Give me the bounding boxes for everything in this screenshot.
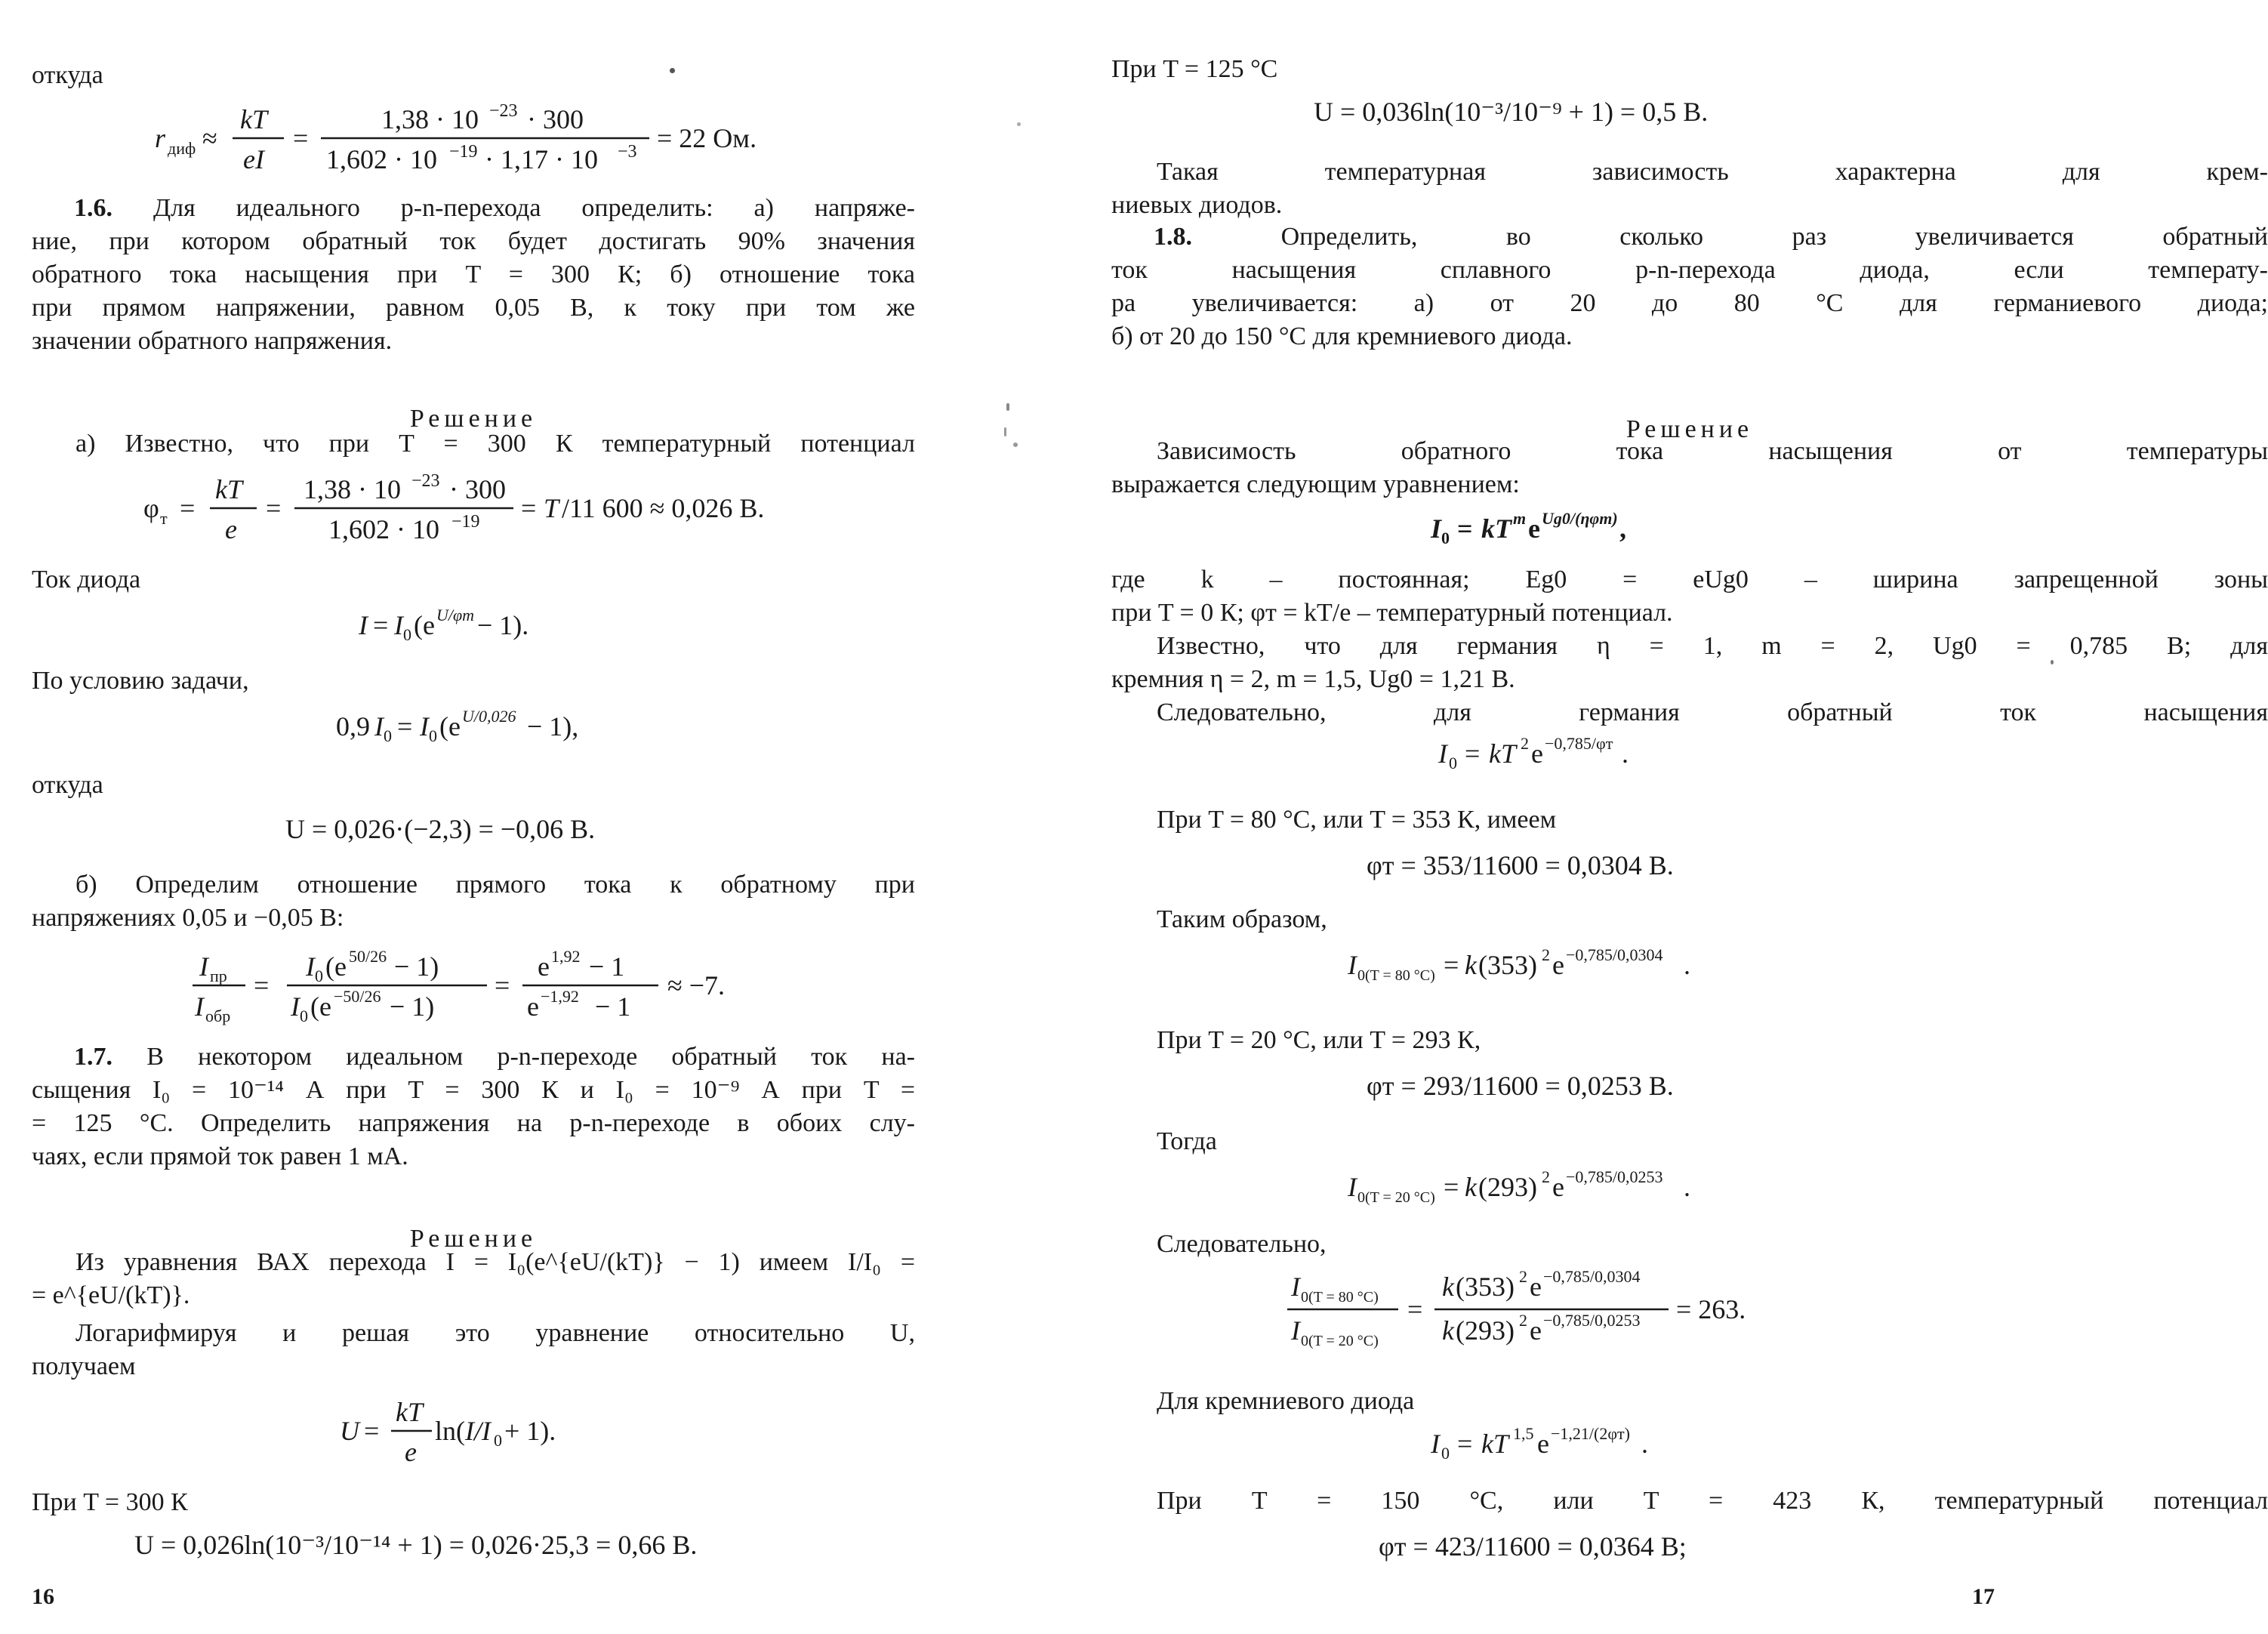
svg-text:kT: kT — [1481, 513, 1511, 544]
svg-text:диф: диф — [168, 139, 196, 158]
svg-text:I: I — [291, 991, 300, 1022]
text-b1: б) Определим отношение прямого тока к обратному при — [75, 871, 915, 899]
p18-line4: б) от 20 до 150 °С для кремниевого диода. — [1111, 322, 1573, 350]
svg-text:I: I — [394, 610, 403, 640]
equation-diode-current — [355, 601, 596, 646]
svg-text:0(T = 80 °C): 0(T = 80 °C) — [1301, 1289, 1379, 1306]
svg-text:e: e — [1531, 738, 1543, 769]
svg-text:0: 0 — [1441, 529, 1450, 547]
page-number-right: 17 — [1972, 1584, 1995, 1609]
scan-speck — [670, 68, 675, 73]
svg-text:= 22 Ом.: = 22 Ом. — [657, 123, 757, 153]
text-vax-2: = e^{eU/(kT)}. — [32, 1281, 190, 1309]
svg-text:Ug0/(ηφт): Ug0/(ηφт) — [1542, 509, 1618, 528]
p16-number: 1.6. — [74, 194, 112, 222]
svg-text:0: 0 — [429, 726, 437, 745]
svg-text:≈: ≈ — [202, 123, 217, 153]
svg-text:I: I — [199, 951, 208, 982]
svg-text:(e: (e — [310, 991, 331, 1022]
svg-text:=: = — [495, 970, 510, 1000]
svg-text:.: . — [1684, 1172, 1690, 1202]
svg-text:− 1: − 1 — [595, 991, 631, 1022]
scan-speck — [1004, 427, 1006, 436]
svg-text:=: = — [1465, 738, 1481, 769]
svg-text:=: = — [1444, 1172, 1459, 1202]
svg-text:−23: −23 — [411, 471, 440, 491]
svg-text:1,38 · 10: 1,38 · 10 — [381, 104, 479, 134]
svg-text:−0,785/0,0253: −0,785/0,0253 — [1566, 1167, 1663, 1186]
svg-text:0: 0 — [494, 1431, 502, 1450]
equation-09 — [332, 702, 634, 748]
equation-phi80: φт = 353/11600 = 0,0304 В. — [1367, 850, 1674, 880]
svg-text:(293): (293) — [1478, 1172, 1537, 1202]
svg-text:(353): (353) — [1478, 950, 1537, 980]
text-otkuda: откуда — [32, 61, 103, 89]
equation-u-ln — [332, 1389, 649, 1472]
scan-speck — [1006, 403, 1009, 411]
svg-text:−1,21/(2φт): −1,21/(2φт) — [1551, 1424, 1630, 1443]
svg-text:=: = — [1407, 1294, 1423, 1324]
text-k1: Известно, что для германия η = 1, m = 2, Ug0 = 0,785 В; для — [1157, 632, 2268, 660]
p18-number: 1.8. — [1154, 223, 1192, 251]
svg-text:т: т — [160, 509, 168, 528]
svg-text:=: = — [1457, 1429, 1473, 1459]
heading-solution-3: Решение — [1626, 415, 1754, 443]
svg-text:1,5: 1,5 — [1513, 1424, 1534, 1443]
svg-text:пр: пр — [210, 967, 227, 985]
equation-09-svg — [332, 702, 634, 748]
svg-text:− 1: − 1 — [589, 951, 625, 982]
text-togda: Тогда — [1157, 1127, 1217, 1155]
svg-text:−3: −3 — [618, 142, 637, 162]
text-vax-1: Из уравнения ВАХ перехода I = I₀(e^{eU/(kT)} − 1) имеем I/I₀ = — [75, 1248, 915, 1276]
svg-text:0: 0 — [300, 1007, 308, 1025]
svg-text:m: m — [1513, 509, 1527, 528]
svg-text:I: I — [195, 991, 204, 1022]
svg-text:0: 0 — [315, 967, 323, 985]
svg-text:ln(: ln( — [435, 1416, 465, 1446]
svg-text:−23: −23 — [489, 101, 518, 121]
svg-text:φ: φ — [143, 493, 159, 523]
svg-text:I: I — [1431, 1429, 1440, 1459]
svg-text:−19: −19 — [449, 142, 478, 162]
svg-text:k: k — [1465, 950, 1477, 980]
equation-ratio-ge — [1283, 1262, 1827, 1353]
svg-text:kT: kT — [1489, 738, 1516, 769]
text-sled2: Следовательно, — [1157, 1230, 1327, 1258]
svg-text:−19: −19 — [451, 512, 480, 532]
text-z1: Зависимость обратного тока насыщения от температуры — [1157, 437, 2268, 465]
equation-u125: U = 0,036ln(10⁻³/10⁻⁹ + 1) = 0,5 В. — [1314, 97, 1709, 127]
svg-text:e: e — [1528, 513, 1540, 544]
svg-text:U/0,026: U/0,026 — [462, 707, 516, 726]
text-b2: напряжениях 0,05 и −0,05 В: — [32, 904, 344, 932]
svg-text:eI: eI — [243, 144, 264, 174]
text-z2: выражается следующим уравнением: — [1111, 470, 1520, 498]
svg-text:0: 0 — [384, 726, 392, 745]
svg-text:· 300: · 300 — [449, 474, 506, 504]
page-17 — [1027, 0, 2268, 1634]
equation-si — [1427, 1420, 1744, 1465]
text-log-1: Логарифмируя и решая это уравнение относительно U, — [75, 1319, 915, 1347]
svg-text:−0,785/0,0304: −0,785/0,0304 — [1566, 945, 1663, 964]
equation-u-result: U = 0,026·(−2,3) = −0,06 В. — [285, 814, 596, 844]
svg-text:2: 2 — [1542, 1167, 1550, 1186]
svg-text:· 1,17 · 10: · 1,17 · 10 — [485, 144, 598, 174]
svg-text:обр: обр — [205, 1007, 231, 1025]
svg-text:e: e — [538, 951, 550, 982]
svg-text:(e: (e — [414, 610, 435, 640]
svg-text:e: e — [405, 1437, 417, 1467]
svg-text:1,92: 1,92 — [551, 947, 581, 966]
svg-text:2: 2 — [1542, 945, 1550, 964]
svg-text:k: k — [1442, 1272, 1454, 1302]
svg-text:=: = — [521, 493, 537, 523]
p16-line1 — [32, 192, 915, 225]
text-t80: При T = 80 °С, или T = 353 К, имеем — [1157, 806, 1557, 834]
svg-text:0(T = 20 °C): 0(T = 20 °C) — [1301, 1333, 1379, 1349]
svg-text:kT: kT — [215, 474, 242, 504]
equation-ge — [1434, 729, 1721, 775]
equation-rdiff — [151, 97, 830, 180]
p17-line1 — [32, 1041, 915, 1074]
equation-u300: U = 0,026ln(10⁻³/10⁻¹⁴ + 1) = 0,026·25,3 = 0,66 В. — [134, 1530, 698, 1560]
scan-speck — [1017, 122, 1021, 126]
svg-text:0: 0 — [1441, 1444, 1450, 1463]
svg-text:+ 1).: + 1). — [504, 1416, 556, 1446]
p17-line4: чаях, если прямой ток равен 1 мА. — [32, 1142, 408, 1170]
p17-line1-text: В некотором идеальном p-n-переходе обратный ток на- — [146, 1043, 916, 1071]
svg-text:,: , — [1619, 513, 1626, 544]
svg-text:=: = — [1444, 950, 1459, 980]
svg-text:1,602 · 10: 1,602 · 10 — [326, 144, 437, 174]
svg-text:e: e — [1530, 1315, 1542, 1346]
svg-text:0: 0 — [1449, 754, 1457, 772]
svg-text:k: k — [1465, 1172, 1477, 1202]
svg-text:.: . — [1684, 950, 1690, 980]
equation-ge-svg — [1434, 729, 1721, 775]
equation-i0-general-svg — [1427, 504, 1729, 550]
p16-line4: при прямом напряжении, равном 0,05 В, к току при том же — [32, 294, 915, 322]
svg-text:kT: kT — [240, 104, 267, 134]
svg-text:−50/26: −50/26 — [334, 987, 381, 1006]
equation-i20 — [1344, 1163, 1767, 1208]
svg-text:−0,785/0,0253: −0,785/0,0253 — [1543, 1311, 1641, 1330]
svg-text:−1,92: −1,92 — [541, 987, 579, 1006]
text-tok-dioda: Ток диода — [32, 566, 141, 593]
text-si: Для кремниевого диода — [1157, 1387, 1415, 1415]
svg-text:I: I — [1438, 738, 1447, 769]
p18-line3: ра увеличивается: а) от 20 до 80 °С для германиевого диода; — [1111, 289, 2268, 317]
svg-text:I/I: I/I — [465, 1416, 491, 1446]
svg-text:T: T — [544, 493, 559, 523]
text-t300: При T = 300 К — [32, 1488, 188, 1516]
equation-i80 — [1344, 941, 1767, 986]
svg-text:I: I — [1431, 513, 1442, 544]
text-a1: а) Известно, что при T = 300 К температурный потенциал — [75, 430, 915, 458]
scan-speck — [1013, 442, 1018, 447]
svg-text:= 263.: = 263. — [1676, 1294, 1746, 1324]
svg-text:.: . — [1622, 738, 1629, 769]
svg-text:(e: (e — [325, 951, 347, 982]
page-number-left: 16 — [32, 1584, 54, 1609]
svg-text:−0,785/φт: −0,785/φт — [1545, 734, 1613, 753]
svg-text:kT: kT — [1481, 1429, 1508, 1459]
page-16 — [0, 0, 1027, 1634]
equation-si-svg — [1427, 1420, 1744, 1465]
p16-line2: ние, при котором обратный ток будет достигать 90% значения — [32, 227, 915, 255]
p18-line1-text: Определить, во сколько раз увеличивается обратный — [1280, 223, 2268, 251]
text-t125: При T = 125 °С — [1111, 55, 1278, 83]
p17-line2: сыщения I₀ = 10⁻¹⁴ А при T = 300 К и I₀ = 10⁻⁹ А при T = — [32, 1076, 915, 1104]
equation-ratio-svg — [189, 944, 793, 1027]
p16-line3: обратного тока насыщения при T = 300 К; б) отношение тока — [32, 261, 915, 288]
equation-i80-svg — [1344, 941, 1767, 986]
p18-line1 — [1111, 220, 2268, 254]
svg-text:≈ −7.: ≈ −7. — [667, 970, 726, 1000]
svg-text:/11 600 ≈ 0,026 В.: /11 600 ≈ 0,026 В. — [562, 493, 765, 523]
svg-text:I: I — [1291, 1272, 1300, 1302]
svg-text:r: r — [155, 123, 166, 153]
scan-speck — [2051, 660, 2054, 664]
p18-line2: ток насыщения сплавного p-n-перехода диода, если температу- — [1111, 256, 2268, 284]
svg-text:(293): (293) — [1456, 1315, 1515, 1346]
svg-text:k: k — [1442, 1315, 1454, 1346]
svg-text:2: 2 — [1521, 734, 1529, 753]
equation-u-ln-svg — [332, 1389, 649, 1472]
text-t150: При T = 150 °С, или T = 423 К, температурный потенциал — [1157, 1487, 2268, 1515]
svg-text:I: I — [374, 711, 384, 741]
p17-number: 1.7. — [74, 1043, 112, 1071]
svg-text:=: = — [397, 711, 413, 741]
svg-text:− 1).: − 1). — [477, 610, 529, 640]
text-s1: Следовательно, для германия обратный ток насыщения — [1157, 698, 2268, 726]
svg-text:2: 2 — [1519, 1267, 1527, 1286]
equation-ratio — [189, 944, 793, 1027]
text-otkuda-2: откуда — [32, 771, 103, 799]
text-k2: кремния η = 2, m = 1,5, Ug0 = 1,21 В. — [1111, 665, 1515, 693]
svg-text:0(T = 20 °C): 0(T = 20 °C) — [1357, 1189, 1435, 1206]
equation-i20-svg — [1344, 1163, 1767, 1208]
svg-text:=: = — [254, 970, 270, 1000]
svg-text:− 1): − 1) — [394, 951, 439, 982]
svg-text:e: e — [1530, 1272, 1542, 1302]
svg-text:.: . — [1641, 1429, 1648, 1459]
svg-text:=: = — [373, 610, 389, 640]
svg-text:2: 2 — [1519, 1311, 1527, 1330]
svg-text:I: I — [306, 951, 315, 982]
svg-text:1,38 · 10: 1,38 · 10 — [304, 474, 401, 504]
equation-i0-general — [1427, 504, 1729, 550]
p17-line3: = 125 °С. Определить напряжения на p-n-переходе в обоих слу- — [32, 1109, 915, 1137]
text-t20: При T = 20 °С, или T = 293 К, — [1157, 1026, 1481, 1054]
svg-text:=: = — [364, 1416, 380, 1446]
svg-text:e: e — [1552, 1172, 1564, 1202]
text-takim: Таким образом, — [1157, 905, 1327, 933]
svg-text:e: e — [527, 991, 539, 1022]
text-r2: ниевых диодов. — [1111, 191, 1283, 219]
svg-text:I: I — [1291, 1315, 1300, 1346]
p16-line5: значении обратного напряжения. — [32, 327, 393, 355]
svg-text:U: U — [340, 1416, 359, 1446]
equation-rdiff-svg — [151, 97, 830, 180]
heading-solution-1: Решение — [409, 405, 538, 433]
svg-text:e: e — [1537, 1429, 1549, 1459]
text-r1: Такая температурная зависимость характерна для крем- — [1157, 158, 2268, 186]
equation-phi-svg — [143, 467, 823, 550]
svg-text:I: I — [420, 711, 429, 741]
svg-text:e: e — [1552, 950, 1564, 980]
equation-phi — [143, 467, 823, 550]
svg-text:U/φт: U/φт — [436, 606, 475, 624]
svg-text:=: = — [266, 493, 282, 523]
svg-text:0: 0 — [403, 625, 411, 644]
heading-solution-2: Решение — [409, 1225, 538, 1253]
svg-text:50/26: 50/26 — [349, 947, 387, 966]
equation-phi150: φт = 423/11600 = 0,0364 В; — [1379, 1531, 1687, 1562]
equation-diode-current-svg — [355, 601, 596, 646]
svg-text:− 1),: − 1), — [527, 711, 579, 741]
svg-text:· 300: · 300 — [527, 104, 584, 134]
equation-ratio-ge-svg — [1283, 1262, 1827, 1353]
svg-text:(e: (e — [439, 711, 461, 741]
svg-text:I: I — [1348, 1172, 1357, 1202]
svg-text:kT: kT — [396, 1397, 423, 1427]
svg-text:1,602 · 10: 1,602 · 10 — [328, 514, 439, 544]
equation-phi20: φт = 293/11600 = 0,0253 В. — [1367, 1071, 1674, 1101]
svg-text:I: I — [359, 610, 368, 640]
text-g1: где k – постоянная; Eg0 = eUg0 – ширина запрещенной зоны — [1111, 566, 2268, 593]
svg-text:=: = — [180, 493, 196, 523]
svg-text:I: I — [1348, 950, 1357, 980]
svg-text:0(T = 80 °C): 0(T = 80 °C) — [1357, 967, 1435, 984]
text-g2: при T = 0 К; φт = kT/e – температурный потенциал. — [1111, 599, 1673, 627]
svg-text:e: e — [225, 514, 237, 544]
svg-text:=: = — [1457, 513, 1473, 544]
svg-text:− 1): − 1) — [390, 991, 435, 1022]
svg-text:=: = — [293, 123, 309, 153]
text-uslovie: По условию задачи, — [32, 667, 249, 695]
p16-line1-text: Для идеального p-n-перехода определить: а) напряже- — [153, 194, 915, 222]
svg-text:0,9: 0,9 — [336, 711, 370, 741]
svg-text:(353): (353) — [1456, 1272, 1515, 1302]
text-log-2: получаем — [32, 1352, 136, 1380]
svg-text:−0,785/0,0304: −0,785/0,0304 — [1543, 1267, 1641, 1286]
